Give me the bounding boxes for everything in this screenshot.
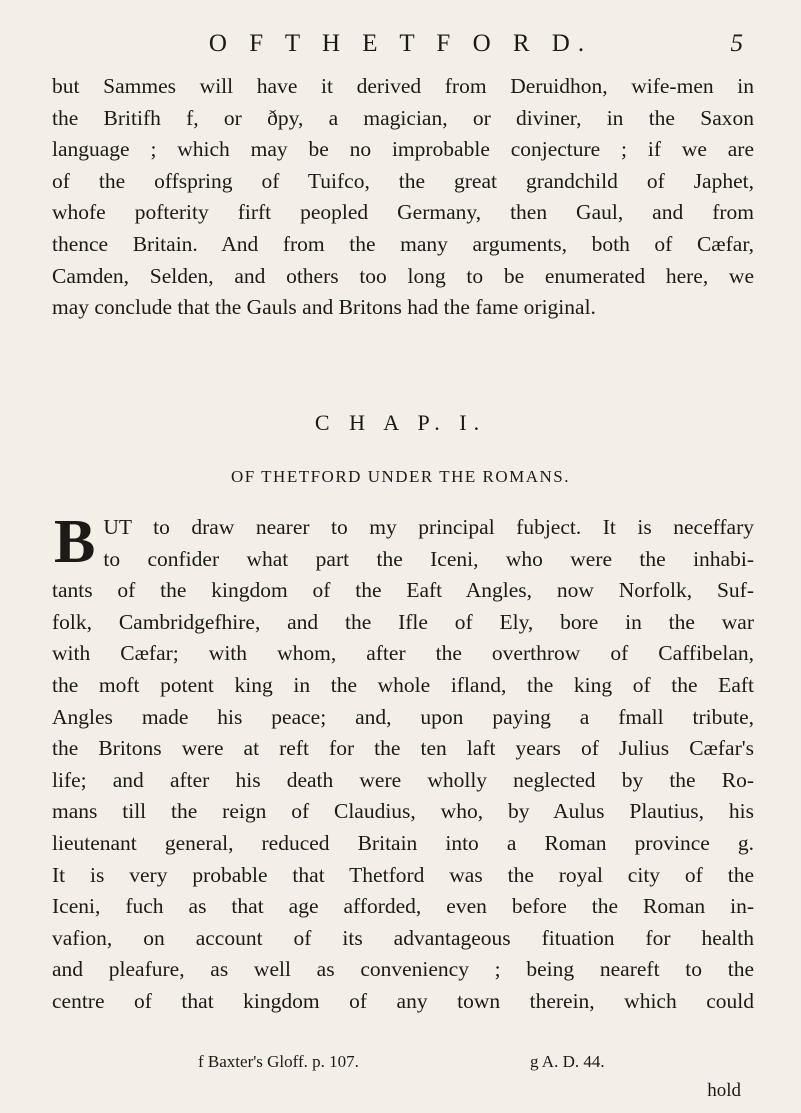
text-line: whofe pofterity firft peopled Germany, then Gaul, and from xyxy=(52,200,754,225)
text-line: the Britons were at reft for the ten laft years of Julius Cæfar's xyxy=(52,736,754,761)
text-line: Angles made his peace; and, upon paying a fmall tribute, xyxy=(52,704,754,729)
text-line: may conclude that the Gauls and Britons had the fame original. xyxy=(52,295,596,320)
text-line: tants of the kingdom of the Eaft Angles, now Norfolk, Suf- xyxy=(52,578,754,603)
paragraph-2 xyxy=(52,508,754,1018)
text-line: of the offspring of Tuifco, the great grandchild of Japhet, xyxy=(52,168,754,193)
drop-cap: B xyxy=(54,508,96,576)
paragraph-1 xyxy=(52,71,754,324)
catchword: hold xyxy=(707,1080,741,1101)
running-head: O F T H E T F O R D. xyxy=(208,30,593,57)
text-line: UT to draw nearer to my principal fubject. It is neceffary xyxy=(103,515,754,539)
text-line: vafion, on account of its advantageous fituation for health xyxy=(52,925,754,950)
text-line: folk, Cambridgefhire, and the Ifle of Ely, bore in the war xyxy=(52,609,754,634)
text-line: to confider what part the Iceni, who were the inhabi- xyxy=(103,546,754,571)
text-line: and pleafure, as well as conveniency ; being neareft to the xyxy=(52,957,754,982)
footnote-g: g A. D. 44. xyxy=(530,1052,605,1071)
text-line: the moft potent king in the whole ifland, the king of the Eaft xyxy=(52,672,754,697)
chapter-subtitle: OF THETFORD UNDER THE ROMANS. xyxy=(231,467,570,486)
text-line: the Britifh f, or ðpy, a magician, or diviner, in the Saxon xyxy=(52,105,754,130)
text-line: thence Britain. And from the many arguments, both of Cæfar, xyxy=(52,231,754,256)
text-line: It is very probable that Thetford was the royal city of the xyxy=(52,862,754,887)
chapter-title: C H A P. I. xyxy=(314,410,487,435)
text-line: but Sammes will have it derived from Deruidhon, wife-men in xyxy=(52,74,754,98)
text-line: lieutenant general, reduced Britain into a Roman province g. xyxy=(52,830,754,855)
text-line: with Cæfar; with whom, after the overthrow of Caffibelan, xyxy=(52,641,754,666)
text-line: life; and after his death were wholly neglected by the Ro- xyxy=(52,767,754,792)
footnote-f: f Baxter's Gloff. p. 107. xyxy=(198,1052,359,1071)
text-line: Camden, Selden, and others too long to be enumerated here, we xyxy=(52,263,754,288)
text-line: language ; which may be no improbable conjecture ; if we are xyxy=(52,137,754,162)
text-line: centre of that kingdom of any town therein, which could xyxy=(52,988,754,1013)
page-number: 5 xyxy=(730,30,743,57)
text-line: mans till the reign of Claudius, who, by Aulus Plautius, his xyxy=(52,799,754,824)
text-line: Iceni, fuch as that age afforded, even before the Roman in- xyxy=(52,894,754,919)
